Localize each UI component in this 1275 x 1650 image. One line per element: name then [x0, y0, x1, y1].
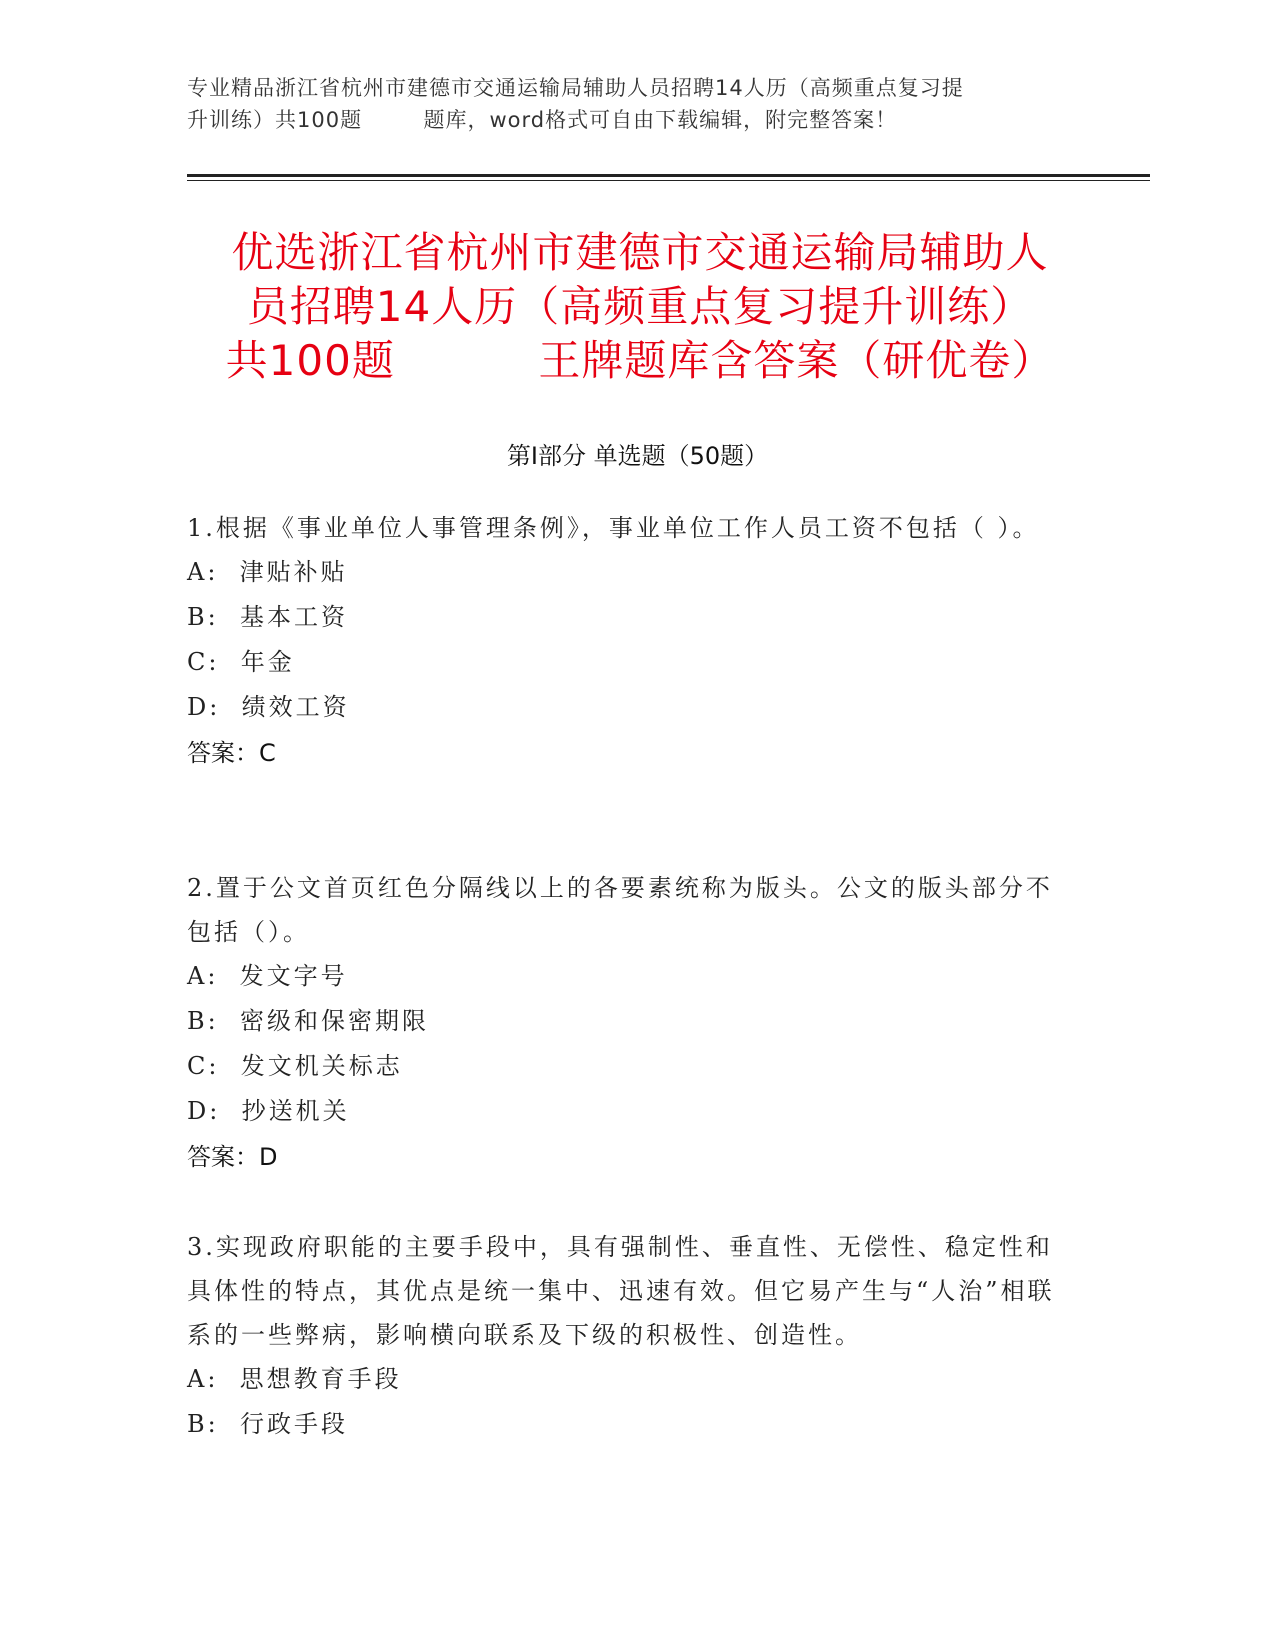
question-3 [187, 1225, 1067, 1447]
section-heading: 第Ⅰ部分 单选题（50题） [506, 442, 769, 470]
title-line-1: 优选浙江省杭州市建德市交通运输局辅助人 [231, 228, 1049, 277]
option-a: A: 津贴补贴 [187, 558, 348, 586]
header-line-2: 升训练）共100题 题库，word格式可自由下载编辑，附完整答案！ [187, 108, 898, 132]
option-d: D: 绩效工资 [187, 693, 350, 721]
option-b: B: 行政手段 [187, 1410, 348, 1438]
title-line-2: 员招聘14人历（高频重点复习提升训练） [246, 282, 1034, 331]
question-text: 2.置于公文首页红色分隔线以上的各要素统称为版头。公文的版头部分不包括（）。 [187, 874, 1053, 946]
answer-label: 答案：D [187, 1143, 278, 1171]
document-title [150, 226, 1130, 388]
document-header [187, 72, 1067, 136]
option-b: B: 基本工资 [187, 603, 348, 631]
option-c: C: 发文机关标志 [187, 1052, 403, 1080]
question-text: 1.根据《事业单位人事管理条例》，事业单位工作人员工资不包括（ ）。 [187, 514, 1040, 542]
title-line-3: 共100题 王牌题库含答案（研优卷） [225, 336, 1055, 385]
option-d: D: 抄送机关 [187, 1097, 350, 1125]
header-line-1: 专业精品浙江省杭州市建德市交通运输局辅助人员招聘14人历（高频重点复习提 [187, 76, 964, 100]
answer-label: 答案：C [187, 739, 276, 767]
question-text: 3.实现政府职能的主要手段中，具有强制性、垂直性、无偿性、稳定性和具体性的特点，其优点是统一集中、迅速有效。但它易产生与“人治”相联系的一些弊病，影响横向联系及下级的积极性、创造性。 [187, 1233, 1055, 1349]
header-divider-thin [187, 180, 1150, 181]
option-b: B: 密级和保密期限 [187, 1007, 429, 1035]
header-divider-thick [187, 174, 1150, 177]
question-1 [187, 506, 1067, 776]
option-c: C: 年金 [187, 648, 295, 676]
question-2 [187, 866, 1067, 1180]
option-a: A: 思想教育手段 [187, 1365, 402, 1393]
option-a: A: 发文字号 [187, 962, 348, 990]
